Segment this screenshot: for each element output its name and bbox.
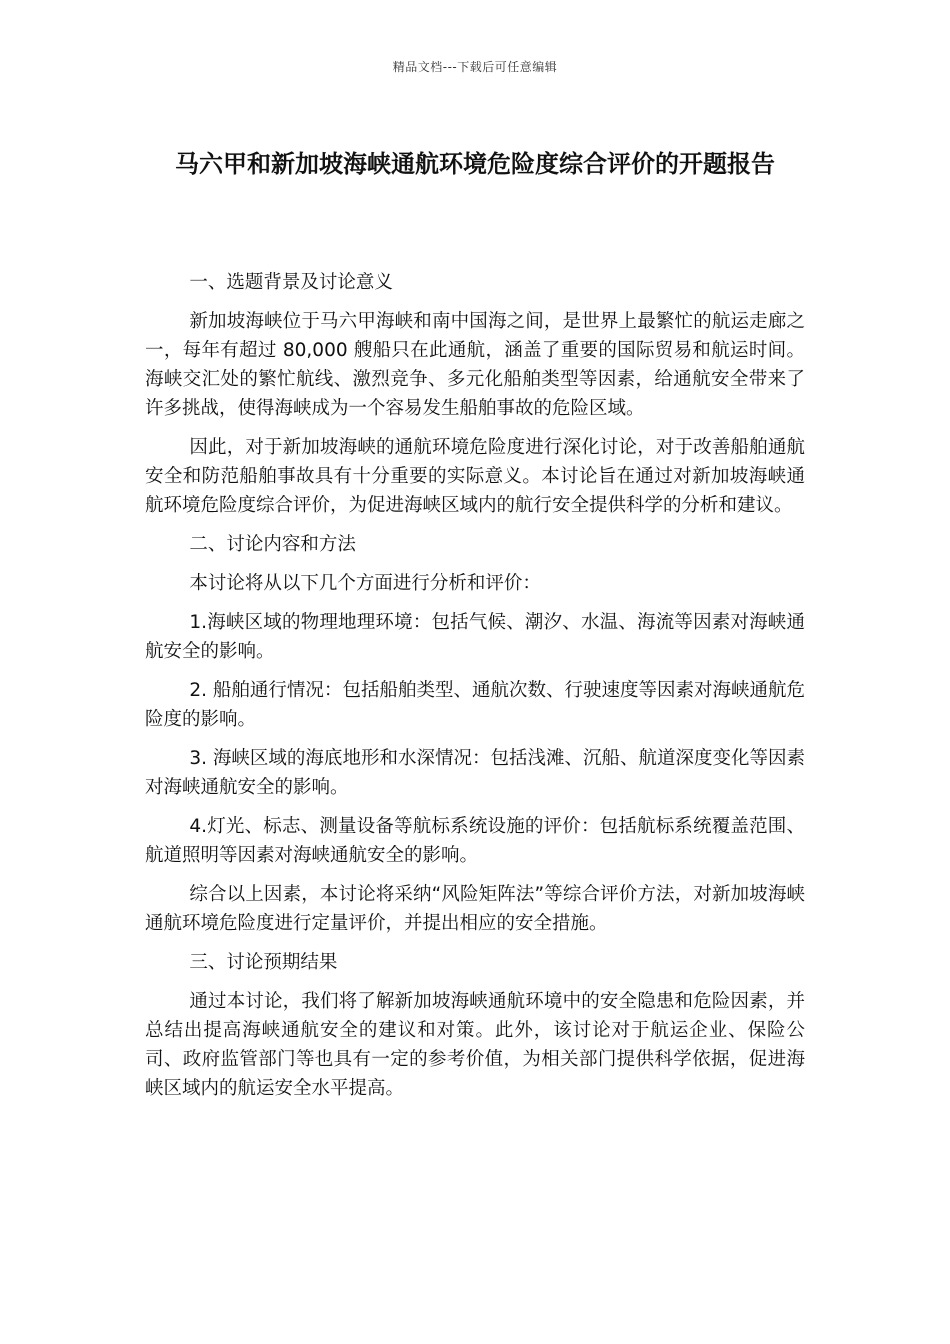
document-title: 马六甲和新加坡海峡通航环境危险度综合评价的开题报告 (175, 150, 775, 178)
section-heading-expected-results: 三、讨论预期结果 (189, 952, 338, 973)
list-item-physical-environment: 1.海峡区域的物理地理环境：包括气候、潮汐、水温、海流等因素对海峡通航安全的影响。 (145, 612, 805, 662)
document-body (145, 268, 805, 1113)
section-heading-content-methods: 二、讨论内容和方法 (189, 534, 356, 555)
paragraph-background-2: 因此，对于新加坡海峡的通航环境危险度进行深化讨论，对于改善船舶通航安全和防范船舶事故具有十分重要的实际意义。本讨论旨在通过对新加坡海峡通航环境危险度综合评价，为促进海峡区域内的航行安全提供科学的分析和建议。 (145, 437, 805, 516)
paragraph-background-1: 新加坡海峡位于马六甲海峡和南中国海之间，是世界上最繁忙的航运走廊之一，每年有超过 80,000 艘船只在此通航，涵盖了重要的国际贸易和航运时间。海峡交汇处的繁忙航线、激烈竞争、多元化船舶类型等因素，给通航安全带来了许多挑战，使得海峡成为一个容易发生船舶事故的危险区域。 (145, 311, 805, 419)
paragraph-expected-results: 通过本讨论，我们将了解新加坡海峡通航环境中的安全隐患和危险因素，并总结出提高海峡通航安全的建议和对策。此外，该讨论对于航运企业、保险公司、政府监管部门等也具有一定的参考价值，为相关部门提供科学依据，促进海峡区域内的航运安全水平提高。 (145, 991, 805, 1099)
list-item-ship-traffic: 2. 船舶通行情况：包括船舶类型、通航次数、行驶速度等因素对海峡通航危险度的影响。 (145, 680, 805, 730)
paragraph-methods-summary: 综合以上因素，本讨论将采纳“风险矩阵法”等综合评价方法，对新加坡海峡通航环境危险度进行定量评价，并提出相应的安全措施。 (145, 884, 805, 934)
list-item-navigation-aids: 4.灯光、标志、测量设备等航标系统设施的评价：包括航标系统覆盖范围、航道照明等因素对海峡通航安全的影响。 (145, 816, 805, 866)
list-item-seabed-depth: 3. 海峡区域的海底地形和水深情况：包括浅滩、沉船、航道深度变化等因素对海峡通航安全的影响。 (145, 748, 805, 798)
section-heading-background: 一、选题背景及讨论意义 (189, 272, 393, 293)
header-note: 精品文档---下载后可任意编辑 (392, 60, 558, 74)
paragraph-methods-intro: 本讨论将从以下几个方面进行分析和评价： (189, 573, 541, 594)
